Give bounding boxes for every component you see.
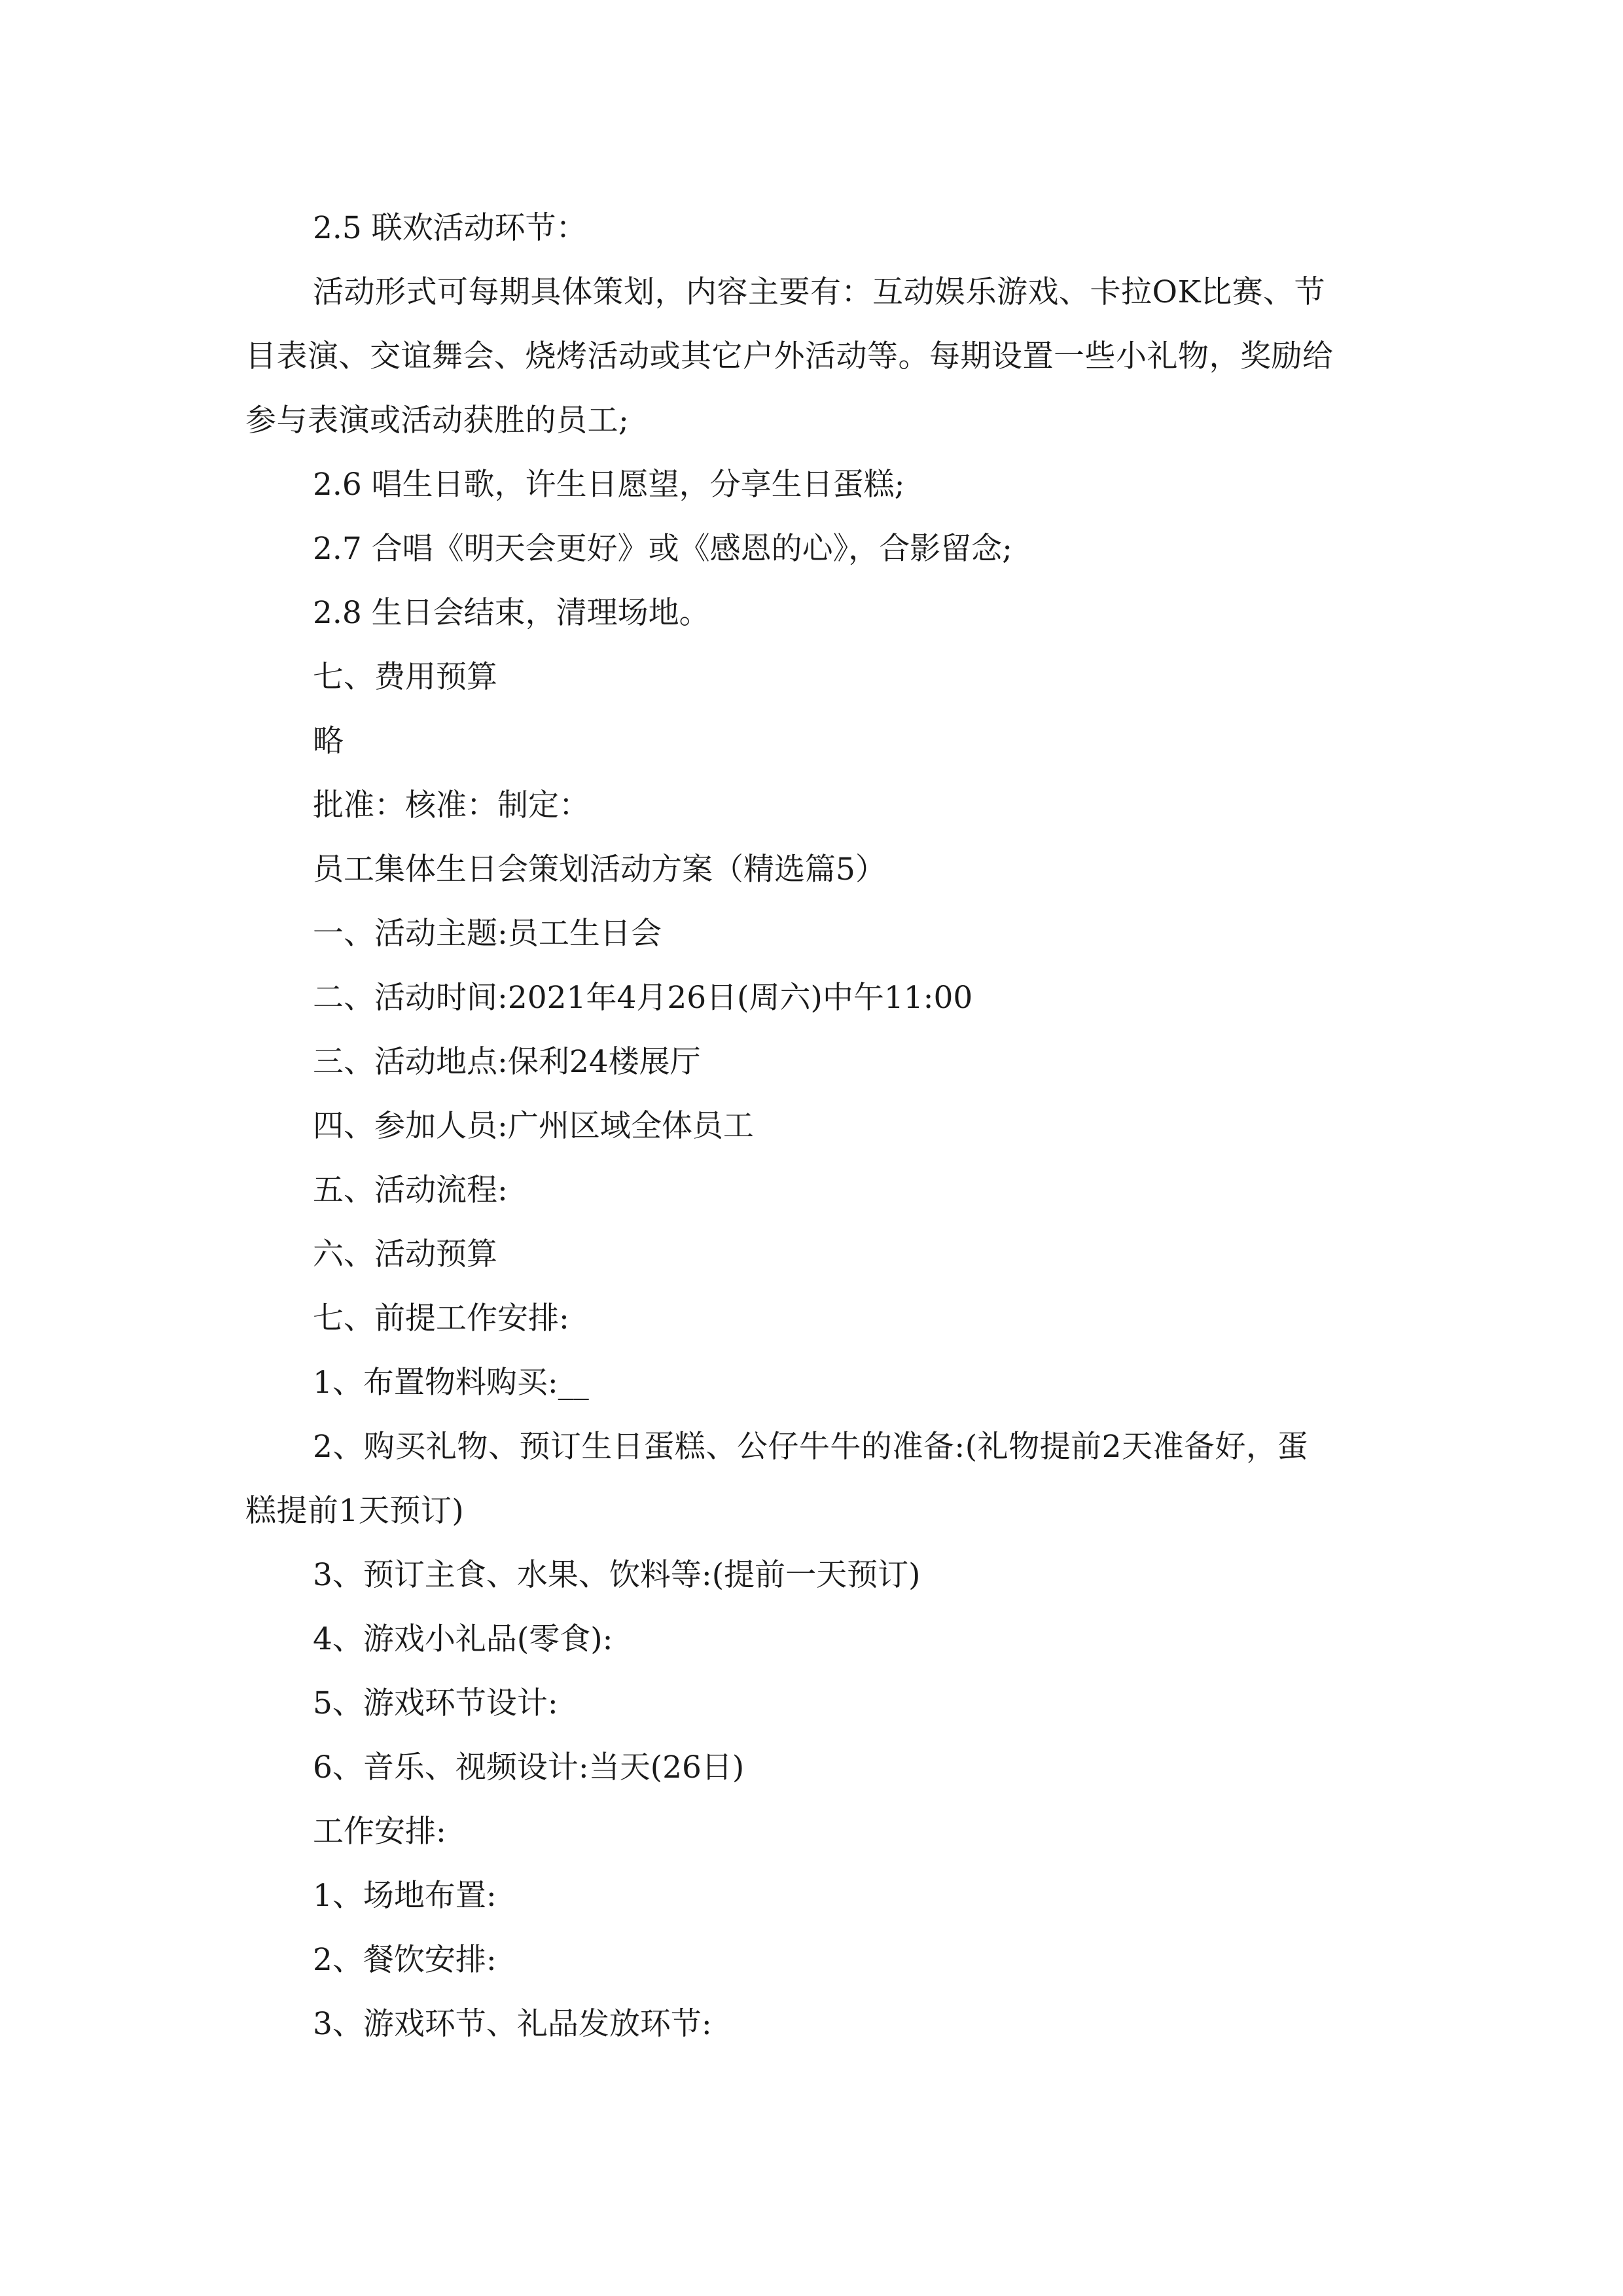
prep-item-2: [245, 1415, 1384, 1543]
paragraph-line: 活动形式可每期具体策划，内容主要有：互动娱乐游戏、卡拉OK比赛、节: [313, 274, 1326, 310]
participants: 四、参加人员:广州区域全体员工: [313, 1108, 754, 1144]
activity-process: 五、活动流程:: [313, 1172, 508, 1208]
document-body: [245, 196, 1384, 2056]
paragraph-line: 参与表演或活动获胜的员工;: [245, 403, 630, 439]
paragraph-line: 目表演、交谊舞会、烧烤活动或其它户外活动等。每期设置一些小礼物，奖励给: [245, 338, 1334, 374]
section-2-7: 2.7 合唱《明天会更好》或《感恩的心》，合影留念;: [313, 531, 1013, 567]
prep-item-4: 4、游戏小礼品(零食):: [313, 1621, 613, 1657]
activity-theme: 一、活动主题:员工生日会: [313, 916, 662, 952]
prep-item-5: 5、游戏环节设计:: [313, 1685, 558, 1721]
activity-format-paragraph: [245, 260, 1384, 453]
approval-line: 批准：核准：制定：: [313, 787, 590, 823]
work-item-2: 2、餐饮安排:: [313, 1942, 497, 1978]
budget-text: 略: [313, 723, 344, 759]
plan-5-title: 员工集体生日会策划活动方案（精选篇5）: [313, 852, 886, 888]
paragraph-line: 2、购买礼物、预订生日蛋糕、公仔牛牛的准备:(礼物提前2天准备好，蛋: [313, 1429, 1308, 1465]
activity-location: 三、活动地点:保利24楼展厅: [313, 1044, 701, 1080]
prep-item-3: 3、预订主食、水果、饮料等:(提前一天预订): [313, 1557, 921, 1593]
budget-heading: 七、费用预算: [313, 659, 497, 695]
section-2-8: 2.8 生日会结束，清理场地。: [313, 595, 710, 631]
preparation-heading: 七、前提工作安排:: [313, 1300, 569, 1336]
prep-item-1: 1、布置物料购买:__: [313, 1365, 589, 1401]
paragraph-line: 糕提前1天预订): [245, 1493, 465, 1529]
activity-time: 二、活动时间:2021年4月26日(周六)中午11:00: [313, 980, 973, 1016]
work-item-3: 3、游戏环节、礼品发放环节:: [313, 2006, 712, 2042]
activity-budget: 六、活动预算: [313, 1236, 497, 1272]
work-arrangement-heading: 工作安排:: [313, 1814, 446, 1850]
section-2-6: 2.6 唱生日歌，许生日愿望，分享生日蛋糕;: [313, 467, 905, 503]
prep-item-6: 6、音乐、视频设计:当天(26日): [313, 1749, 745, 1785]
work-item-1: 1、场地布置:: [313, 1878, 497, 1914]
section-2-5-heading: 2.5 联欢活动环节：: [313, 210, 587, 246]
